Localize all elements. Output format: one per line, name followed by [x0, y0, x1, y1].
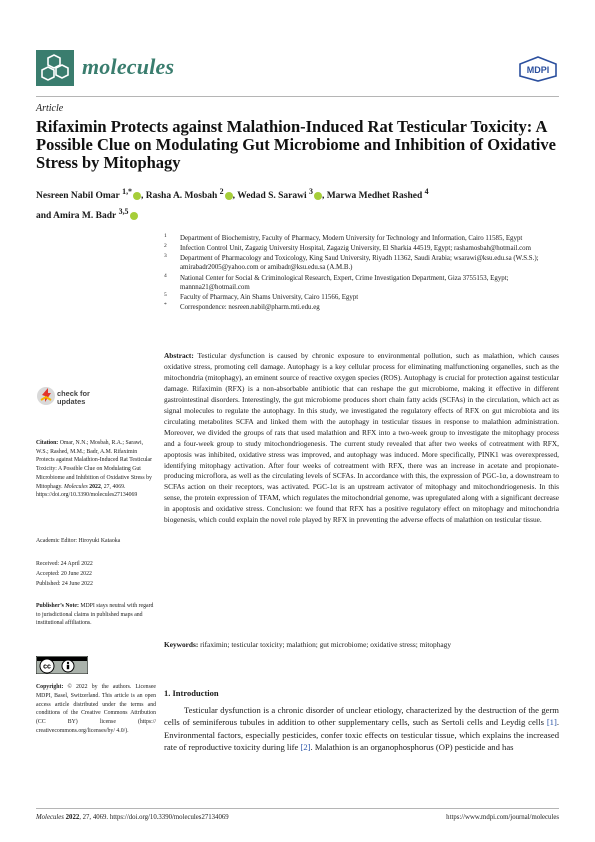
accepted-date: Accepted: 20 June 2022	[36, 571, 92, 577]
footer-divider	[36, 808, 559, 809]
affiliation-number: 1	[164, 233, 167, 239]
citation-text: Omar, N.N.; Mosbah, R.A.; Sarawi, W.S.; Rashed, M.M.; Badr, A.M. Rifaximin Protects against Malathion-Induced Rat Testicular Toxicity: A Possible Clue on Modulating Gut Microbiome and Inhibition of Oxidative Stress by Mitophagy.	[36, 440, 153, 490]
affiliation-text: National Center for Social & Criminological Research, Expert, Crime Investigation Department, Giza 3755153, Egypt; mannna21@hotmail.com	[180, 274, 509, 291]
affiliation-text: Department of Pharmacology and Toxicology, King Saud University, Riyadh 11362, Saudi Arabia; wsarawi@ksu.edu.sa (W.S.S.); amirabadr2005@yahoo.com or amibadr@ksu.edu.sa (A.M.B.)	[180, 255, 539, 272]
check-updates-line1: check for	[57, 389, 90, 398]
affiliation-item	[164, 244, 559, 253]
affiliation-number: 3	[164, 253, 167, 260]
author-list	[36, 184, 556, 224]
author-name: Wedad S. Sarawi	[237, 191, 307, 202]
citation-year: 2022	[89, 483, 101, 490]
received-date: Received: 24 April 2022	[36, 561, 93, 567]
author-name: Nesreen Nabil Omar	[36, 191, 120, 202]
header-divider	[36, 96, 559, 97]
author-affiliation-marker: 1,*	[122, 187, 132, 196]
author-name: Marwa Medhet Rashed	[326, 191, 423, 202]
journal-name: molecules	[82, 54, 175, 79]
author-separator: ,	[232, 191, 238, 202]
author-name: Rasha A. Mosbah	[145, 191, 218, 202]
footer-citation	[36, 814, 229, 821]
keywords-label: Keywords:	[164, 640, 199, 649]
citation-label: Citation:	[36, 440, 59, 446]
abstract-label: Abstract:	[164, 351, 194, 360]
author-affiliation-marker: 2	[219, 187, 224, 196]
article-dates	[36, 559, 156, 589]
footer-year: 2022	[65, 814, 80, 821]
correspondence-text: Correspondence: nesreen.nabil@pharm.mti.edu.eg	[180, 303, 320, 311]
citation-journal: Molecules	[63, 483, 88, 490]
author-affiliation-marker: 3,5	[118, 207, 129, 217]
affiliation-text: Infection Control Unit, Zagazig University Hospital, Zagazig University, El Sharkia 44519, Egypt; rashamosbah@hotmail.com	[180, 245, 531, 253]
paragraph	[164, 704, 559, 754]
paragraph-text: Testicular dysfunction is a chronic disorder of unclear etiology, characterized by the destruction of the germ cells of seminiferous tubules in addition to other supplementary cells, such as Sertoli cells and Leydig cells	[164, 705, 559, 728]
cc-label: cc	[43, 663, 51, 671]
paragraph-text: . Environmental factors, especially pesticides, confer toxic effects on testicular tissue, which explains the increased rate of reproductive toxicity during life	[164, 717, 559, 753]
check-for-updates-button[interactable]	[36, 382, 106, 412]
correspondence-marker: *	[164, 301, 167, 308]
keywords-text: rifaximin; testicular toxicity; malathion; gut microbiome; oxidative stress; mitophagy	[200, 640, 451, 649]
author-affiliation-marker: 3	[309, 187, 313, 196]
affiliation-text: Department of Biochemistry, Faculty of Pharmacy, Modern University for Technology and Information, Cairo 11585, Egypt	[180, 235, 523, 242]
publisher-note-text: MDPI stays neutral with regard to jurisdictional claims in published maps and institutional affiliations.	[36, 603, 154, 627]
check-updates-line2: updates	[57, 397, 86, 406]
author-affiliation-marker: 4	[424, 187, 429, 196]
abstract	[164, 351, 559, 526]
article-type: Article	[36, 103, 64, 114]
cc-by-license-icon[interactable]	[36, 656, 88, 674]
article-title: Rifaximin Protects against Malathion-Induced Rat Testicular Toxicity: A Possible Clue on Modulating Gut Microbiome and Inhibition of Oxidative Stress by Mitophagy	[36, 117, 556, 172]
paragraph-text: . Malathion is an organophosphorus (OP) pesticide and has	[310, 742, 514, 753]
affiliation-item	[164, 274, 559, 292]
citation-link[interactable]: [1]	[546, 717, 557, 728]
affiliation-item	[164, 254, 559, 272]
published-date: Published: 24 June 2022	[36, 581, 93, 587]
mdpi-logo-text: MDPI	[526, 65, 550, 75]
orcid-icon[interactable]	[130, 212, 138, 220]
publisher-note-label: Publisher’s Note:	[36, 603, 79, 609]
check-updates-icon	[36, 384, 58, 408]
journal-logo-icon	[36, 50, 74, 86]
copyright-label: Copyright:	[36, 684, 64, 690]
author-separator: ,	[141, 191, 146, 202]
affiliations	[164, 234, 559, 313]
orcid-icon[interactable]	[133, 192, 141, 200]
author-separator: ,	[321, 191, 327, 202]
copyright-text: © 2022 by the authors. Licensee MDPI, Basel, Switzerland. This article is an open access article distributed under the terms and conditions of the Creative Commons Attribution (CC BY) license (https:// creativecommons.org/licenses/by/ 4.0/).	[36, 684, 156, 734]
correspondence	[164, 303, 559, 312]
orcid-icon[interactable]	[225, 192, 233, 200]
affiliation-item	[164, 234, 559, 243]
orcid-icon[interactable]	[314, 192, 322, 200]
citation-doi[interactable]: , 27, 4069. https://doi.org/10.3390/molecules27134069	[36, 483, 138, 499]
footer-journal: Molecules	[36, 814, 64, 821]
affiliation-item	[164, 293, 559, 302]
author-name: Amira M. Badr	[53, 211, 117, 222]
footer-doi[interactable]: , 27, 4069. https://doi.org/10.3390/molecules27134069	[79, 814, 229, 821]
author-conjunction: and	[36, 211, 54, 222]
academic-editor: Academic Editor: Hiroyuki Kataoka	[36, 538, 121, 544]
introduction-body	[164, 704, 559, 754]
citation-block	[36, 439, 156, 500]
abstract-text: Testicular dysfunction is caused by chronic exposure to environmental pollution, such as malathion, which causes oxidative stress, promoting cell damage. Autophagy is a key cellular process for eliminating malfunctioning organelles, such as the mitochondria (mitophagy), an eminent source of reactive oxygen species (ROS). Autophagy is crucial for protection against testicular damage. Rifaximin (RFX) is a non-absorbable antibiotic that can reshape the gut microbiome, making it effective in different gastrointestinal disorders. Interestingly, the gut microbiome produces short chain fatty acids (SCFAs) in the circulation, which act as signal molecules to regulate the autophagy. In this study, we investigated the regulatory effects of RFX on gut microbiota and its circulating metabolites SCFA and linked them with the autophagy in testicular tissues in response to malathion administration. Moreover, we divided the groups of rats that used malathion and RFX into a two-week group to investigate the mitophagy process and a four-week group to study mitochondriogenesis. The current study revealed that after two weeks of cotreatment with RFX, apoptosis was inhibited, oxidative stress was improved, and autophagy was induced. More specifically, PINK1 was overexpressed, identifying mitophagy activation. After four weeks of cotreatment with RFX, there was an increase in acetate and propionate-producing microflora, as well as the circulating levels of SCFAs. In accordance with this, the expression of PGC-1α, a downstream to SCFAs action on their receptors, was activated. PGC-1α is an upstream activator of mitophagy and mitochondriogenesis. In this sense, the protein expression of TFAM, which regulates the mitochondrial genome, was upregulated along with a significant decrease in apoptosis and oxidative stress. Conclusion: we found that RFX has a positive regulatory effect on mitophagy and mitochondria biogenesis, which could explain the novel role played by RFX in preventing the adverse effects of malathion on testicular tissue.	[164, 351, 559, 525]
affiliation-text: Faculty of Pharmacy, Ain Shams University, Cairo 11566, Egypt	[180, 293, 359, 301]
affiliation-number: 5	[164, 291, 167, 298]
affiliation-number: 4	[164, 272, 167, 279]
citation-link[interactable]: [2]	[300, 742, 311, 753]
check-updates-label	[57, 390, 90, 406]
affiliation-number: 2	[164, 243, 167, 250]
copyright-block	[36, 683, 156, 736]
section-heading: 1. Introduction	[164, 688, 219, 698]
mdpi-logo-icon	[518, 56, 558, 82]
footer-journal-url[interactable]: https://www.mdpi.com/journal/molecules	[446, 814, 559, 821]
keywords	[164, 640, 559, 650]
publisher-note	[36, 602, 154, 628]
